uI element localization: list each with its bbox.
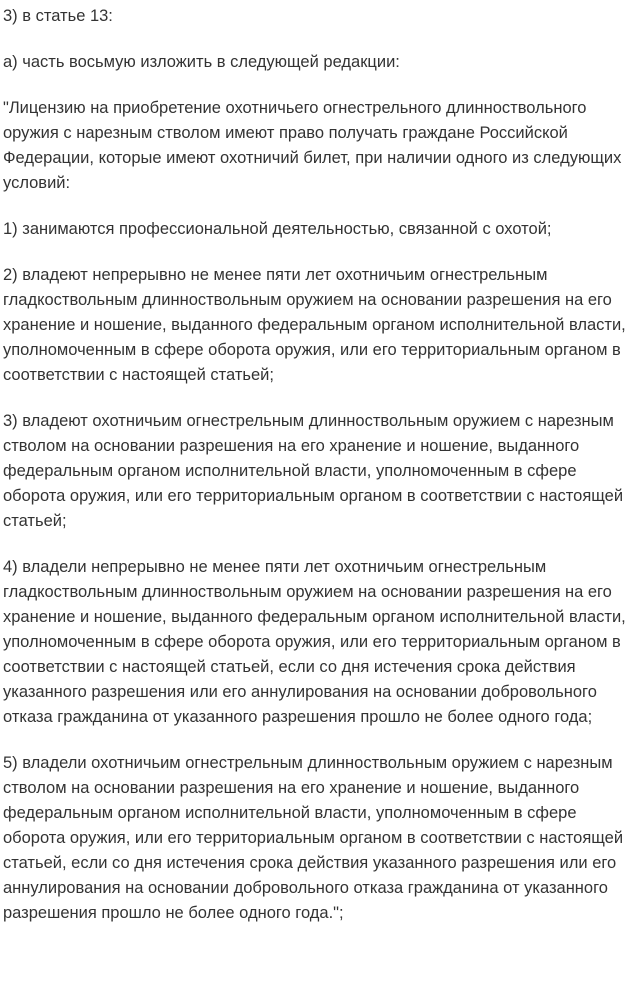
para-condition-4: 4) владели непрерывно не менее пяти лет охотничьим огнестрельным гладкоствольным длинноствольным оружием на основании разрешения на его хранение и ношение, выданного федеральным органом исполнительной власти, уполномоченным в сфере оборота оружия, или его территориальным органом в соответствии с настоящей статьей, если со дня истечения срока действия указанного разрешения или его аннулирования на основании добровольного отказа гражданина от указанного разрешения прошло не более одного года; (3, 558, 626, 726)
para-condition-5: 5) владели охотничьим огнестрельным длинноствольным оружием с нарезным стволом на основании разрешения на его хранение и ношение, выданного федеральным органом исполнительной власти, уполномоченным в сфере оборота оружия, или его территориальным органом в соответствии с настоящей статьей, если со дня истечения срока действия указанного разрешения или его аннулирования на основании добровольного отказа гражданина от указанного разрешения прошло не более одного года."; (3, 754, 624, 922)
para-amendment-article-13: 3) в статье 13: (3, 7, 113, 25)
para-condition-1: 1) занимаются профессиональной деятельностью, связанной с охотой; (3, 220, 552, 238)
para-license-intro: "Лицензию на приобретение охотничьего огнестрельного длинноствольного оружия с нарезным стволом имеют право получать граждане Российской Федерации, которые имеют охотничий билет, при наличии одного из следующих условий: (3, 99, 622, 192)
para-condition-2: 2) владеют непрерывно не менее пяти лет охотничьим огнестрельным гладкоствольным длинноствольным оружием на основании разрешения на его хранение и ношение, выданного федеральным органом исполнительной власти, уполномоченным в сфере оборота оружия, или его территориальным органом в соответствии с настоящей статьей; (3, 266, 626, 384)
para-condition-3: 3) владеют охотничьим огнестрельным длинноствольным оружием с нарезным стволом на основании разрешения на его хранение и ношение, выданного федеральным органом исполнительной власти, уполномоченным в сфере оборота оружия, или его территориальным органом в соответствии с настоящей статьей; (3, 412, 624, 530)
para-subclause-a: а) часть восьмую изложить в следующей редакции: (3, 53, 400, 71)
